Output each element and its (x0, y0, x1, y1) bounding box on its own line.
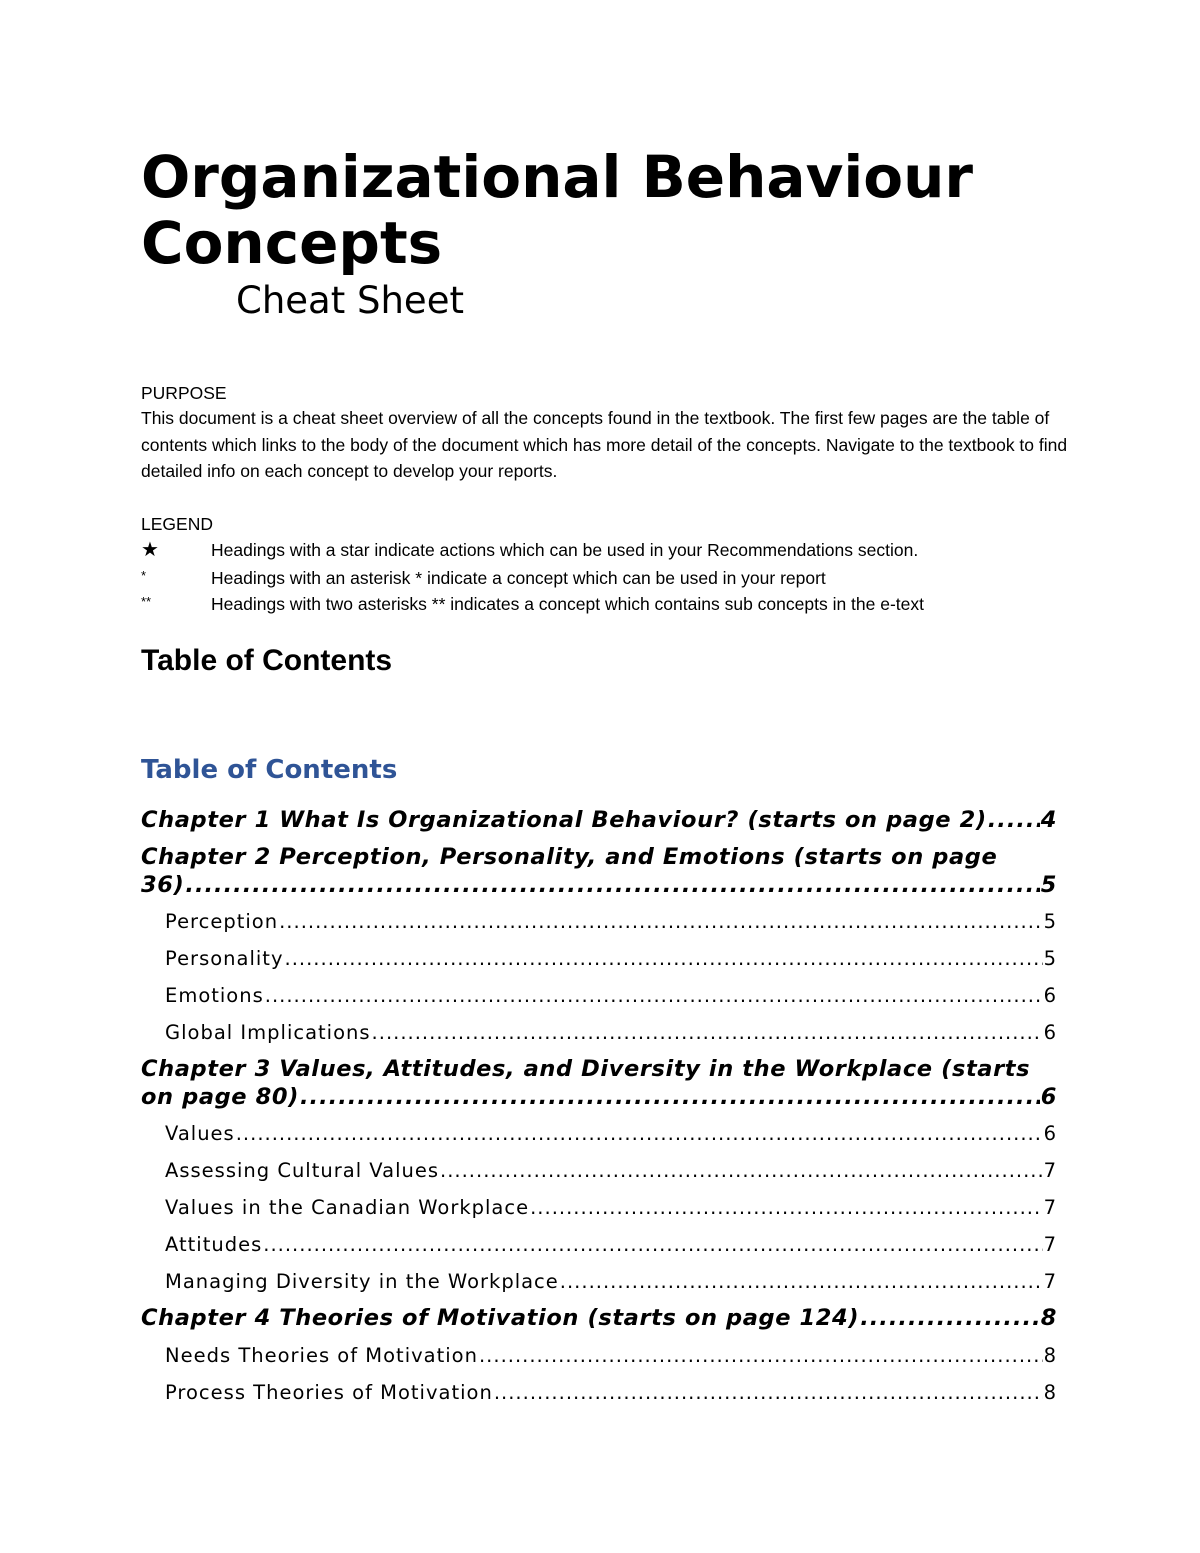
legend-item-text: Headings with two asterisks ** indicates a concept which contains sub concepts in the e-text (211, 594, 925, 614)
toc-leader-dots (279, 909, 1042, 934)
toc-entry-title: Chapter 2 Perception, Personality, and Emotions (starts on page (141, 844, 998, 870)
toc-entry-title: Chapter 3 Values, Attitudes, and Diversity in the Workplace (starts (141, 1056, 1031, 1082)
toc-entry-title: Global Implications (165, 1021, 371, 1044)
asterisk-icon: * (141, 568, 147, 583)
toc-leader-dots (300, 1083, 1040, 1111)
toc-entry-title: Values (165, 1122, 235, 1145)
toc-leader-dots (479, 1343, 1043, 1368)
toc-entry-title: Values in the Canadian Workplace (165, 1196, 530, 1219)
toc-heading: Table of Contents (141, 644, 393, 677)
toc-subentry-link[interactable] (141, 1374, 1057, 1411)
document-subtitle: Cheat Sheet (236, 279, 464, 322)
toc-entry-page: 6 (1043, 984, 1057, 1007)
toc-chapter-1-link[interactable] (141, 802, 1057, 839)
toc-leader-dots (185, 871, 1039, 899)
toc-entry-page: 7 (1043, 1233, 1057, 1256)
toc-leader-dots (263, 1232, 1042, 1257)
legend-item-text: Headings with an asterisk * indicate a concept which can be used in your report (211, 568, 826, 588)
toc-chapter-2-link[interactable] (141, 839, 1057, 903)
toc-entry-title: Chapter 1 What Is Organizational Behaviour? (starts on page 2) (141, 807, 987, 833)
legend-item (141, 589, 924, 615)
toc-leader-dots (265, 983, 1043, 1008)
toc-subentry-link[interactable] (141, 940, 1057, 977)
toc-entry-title-cont: on page 80) (141, 1084, 299, 1110)
toc-entry-page: 7 (1043, 1159, 1057, 1182)
toc-subentry-link[interactable] (141, 1226, 1057, 1263)
toc-subentry-link[interactable] (141, 977, 1057, 1014)
document-title-line2: Concepts (141, 209, 443, 277)
legend-item (141, 563, 826, 589)
toc-entry-title: Chapter 4 Theories of Motivation (starts on page 124) (141, 1305, 860, 1331)
toc-entry-title: Managing Diversity in the Workplace (165, 1270, 559, 1293)
toc-entry-page: 6 (1040, 1084, 1057, 1110)
toc-leader-dots (236, 1121, 1043, 1146)
toc-entry-page: 6 (1043, 1021, 1057, 1044)
legend-item-text: Headings with a star indicate actions which can be used in your Recommendations section. (211, 540, 919, 560)
toc-entry-title: Personality (165, 947, 284, 970)
toc-subentry-link[interactable] (141, 1152, 1057, 1189)
toc-leader-dots (440, 1158, 1043, 1183)
toc-leader-dots (560, 1269, 1043, 1294)
toc-subentry-link[interactable] (141, 903, 1057, 940)
toc-leader-dots (285, 946, 1043, 971)
toc-entry-title: Attitudes (165, 1233, 263, 1256)
toc-chapter-3-link[interactable] (141, 1051, 1057, 1115)
toc-entry-page: 5 (1040, 872, 1057, 898)
purpose-text: This document is a cheat sheet overview of all the concepts found in the textbook. The first few pages are the table of contents which links to the body of the document which has more detail of the concepts. Navigate to the textbook to find detailed info on each concept to develop your reports. (141, 408, 1068, 481)
toc-entry-page: 5 (1043, 947, 1057, 970)
toc-entry-title: Assessing Cultural Values (165, 1159, 440, 1182)
toc-entry-title: Process Theories of Motivation (165, 1381, 493, 1404)
legend-label: LEGEND (141, 514, 213, 534)
star-icon: ★ (141, 539, 159, 561)
toc-chapter-4-link[interactable] (141, 1300, 1057, 1337)
toc-leader-dots (988, 806, 1040, 835)
legend-item (141, 537, 918, 563)
toc-subentry-link[interactable] (141, 1263, 1057, 1300)
toc-entry-page: 8 (1040, 1305, 1057, 1331)
purpose-label: PURPOSE (141, 383, 227, 403)
toc-leader-dots (860, 1304, 1040, 1333)
toc-entry-page: 5 (1043, 910, 1057, 933)
toc-subentry-link[interactable] (141, 1014, 1057, 1051)
toc-heading-styled: Table of Contents (141, 755, 398, 785)
document-title-line1: Organizational Behaviour (141, 143, 973, 211)
toc-entry-title: Perception (165, 910, 279, 933)
toc-leader-dots (372, 1020, 1043, 1045)
toc-entry-page: 7 (1043, 1196, 1057, 1219)
double-asterisk-icon: ** (141, 594, 152, 609)
toc-leader-dots (494, 1380, 1043, 1405)
toc-entry-page: 8 (1043, 1381, 1057, 1404)
toc-entry-title-cont: 36) (141, 872, 185, 898)
toc-entry-title: Needs Theories of Motivation (165, 1344, 478, 1367)
table-of-contents (141, 802, 1057, 1411)
toc-entry-title: Emotions (165, 984, 264, 1007)
toc-subentry-link[interactable] (141, 1189, 1057, 1226)
toc-leader-dots (530, 1195, 1042, 1220)
toc-entry-page: 7 (1043, 1270, 1057, 1293)
toc-entry-page: 6 (1043, 1122, 1057, 1145)
toc-subentry-link[interactable] (141, 1115, 1057, 1152)
toc-entry-page: 8 (1043, 1344, 1057, 1367)
toc-entry-page: 4 (1040, 807, 1057, 833)
toc-subentry-link[interactable] (141, 1337, 1057, 1374)
